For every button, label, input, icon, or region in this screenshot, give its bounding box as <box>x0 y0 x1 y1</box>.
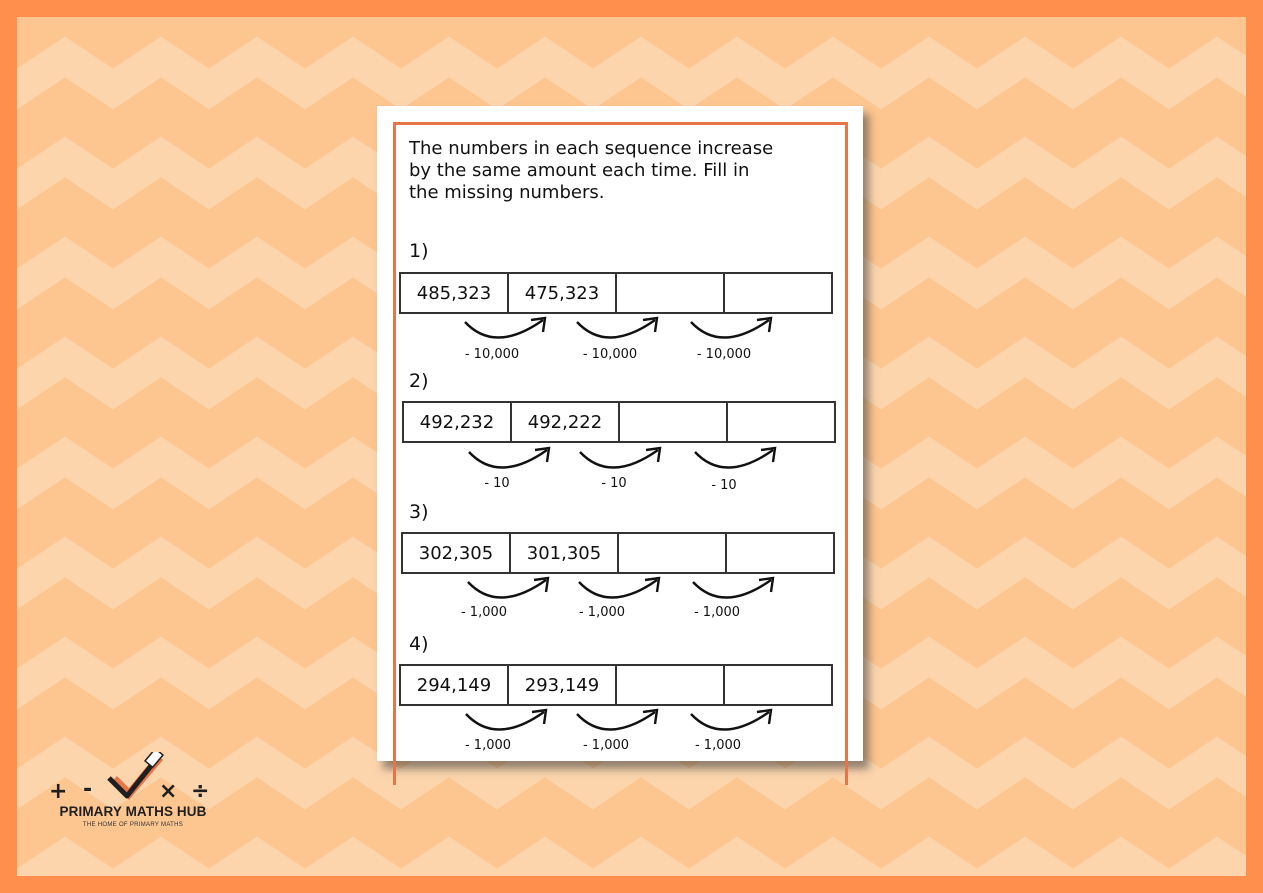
chevron-stripe <box>17 57 1246 89</box>
worksheet <box>377 106 863 761</box>
step-label: - 10,000 <box>464 347 520 362</box>
question-number: 2) <box>409 370 429 392</box>
step-label: - 1,000 <box>578 605 626 620</box>
minus-symbol: - <box>83 777 93 802</box>
sequence-cell: 301,305 <box>511 534 619 572</box>
logo-subtitle: THE HOME OF PRIMARY MATHS <box>82 822 184 828</box>
step-label: - 1,000 <box>464 738 512 753</box>
primary-maths-hub-logo <box>45 752 225 842</box>
times-symbol: × <box>159 779 178 804</box>
curved-arrow <box>577 712 655 730</box>
step-label: - 10 <box>484 476 510 491</box>
sequence-cell: 294,149 <box>401 666 509 704</box>
curved-arrow <box>693 580 771 598</box>
curved-arrow <box>580 450 658 468</box>
step-label: - 10,000 <box>582 347 638 362</box>
curved-arrow <box>695 450 773 468</box>
sequence-cell: 302,305 <box>403 534 511 572</box>
step-label: - 10 <box>711 478 737 493</box>
step-label: - 1,000 <box>582 738 630 753</box>
divide-symbol: ÷ <box>191 779 210 804</box>
curved-arrow <box>691 320 769 338</box>
step-label: - 1,000 <box>460 605 508 620</box>
curved-arrow <box>468 580 546 598</box>
step-label: - 1,000 <box>693 605 741 620</box>
sequence-cell: 492,222 <box>512 403 620 441</box>
sequence-cell: 485,323 <box>401 274 509 312</box>
question-number: 1) <box>409 240 429 262</box>
chevron-stripe <box>17 857 1246 876</box>
worksheet-instructions: The numbers in each sequence increase by the same amount each time. Fill in the missing numbers. <box>409 138 774 203</box>
sequence-cell: 492,232 <box>404 403 512 441</box>
curved-arrow <box>466 712 544 730</box>
curved-arrow <box>577 320 655 338</box>
step-label: - 10 <box>601 476 627 491</box>
question-number: 4) <box>409 633 429 655</box>
step-label: - 10,000 <box>696 347 752 362</box>
curved-arrow <box>469 450 547 468</box>
curved-arrow <box>691 712 769 730</box>
sequence-cell: 293,149 <box>509 666 617 704</box>
sequence-cell: 475,323 <box>509 274 617 312</box>
curved-arrows <box>377 106 863 761</box>
curved-arrow <box>579 580 657 598</box>
plus-symbol: + <box>49 779 68 804</box>
logo-title: PRIMARY MATHS HUB <box>59 804 207 819</box>
checkmark-pencil-icon <box>45 752 221 804</box>
curved-arrow <box>465 320 543 338</box>
question-number: 3) <box>409 501 429 523</box>
step-label: - 1,000 <box>694 738 742 753</box>
